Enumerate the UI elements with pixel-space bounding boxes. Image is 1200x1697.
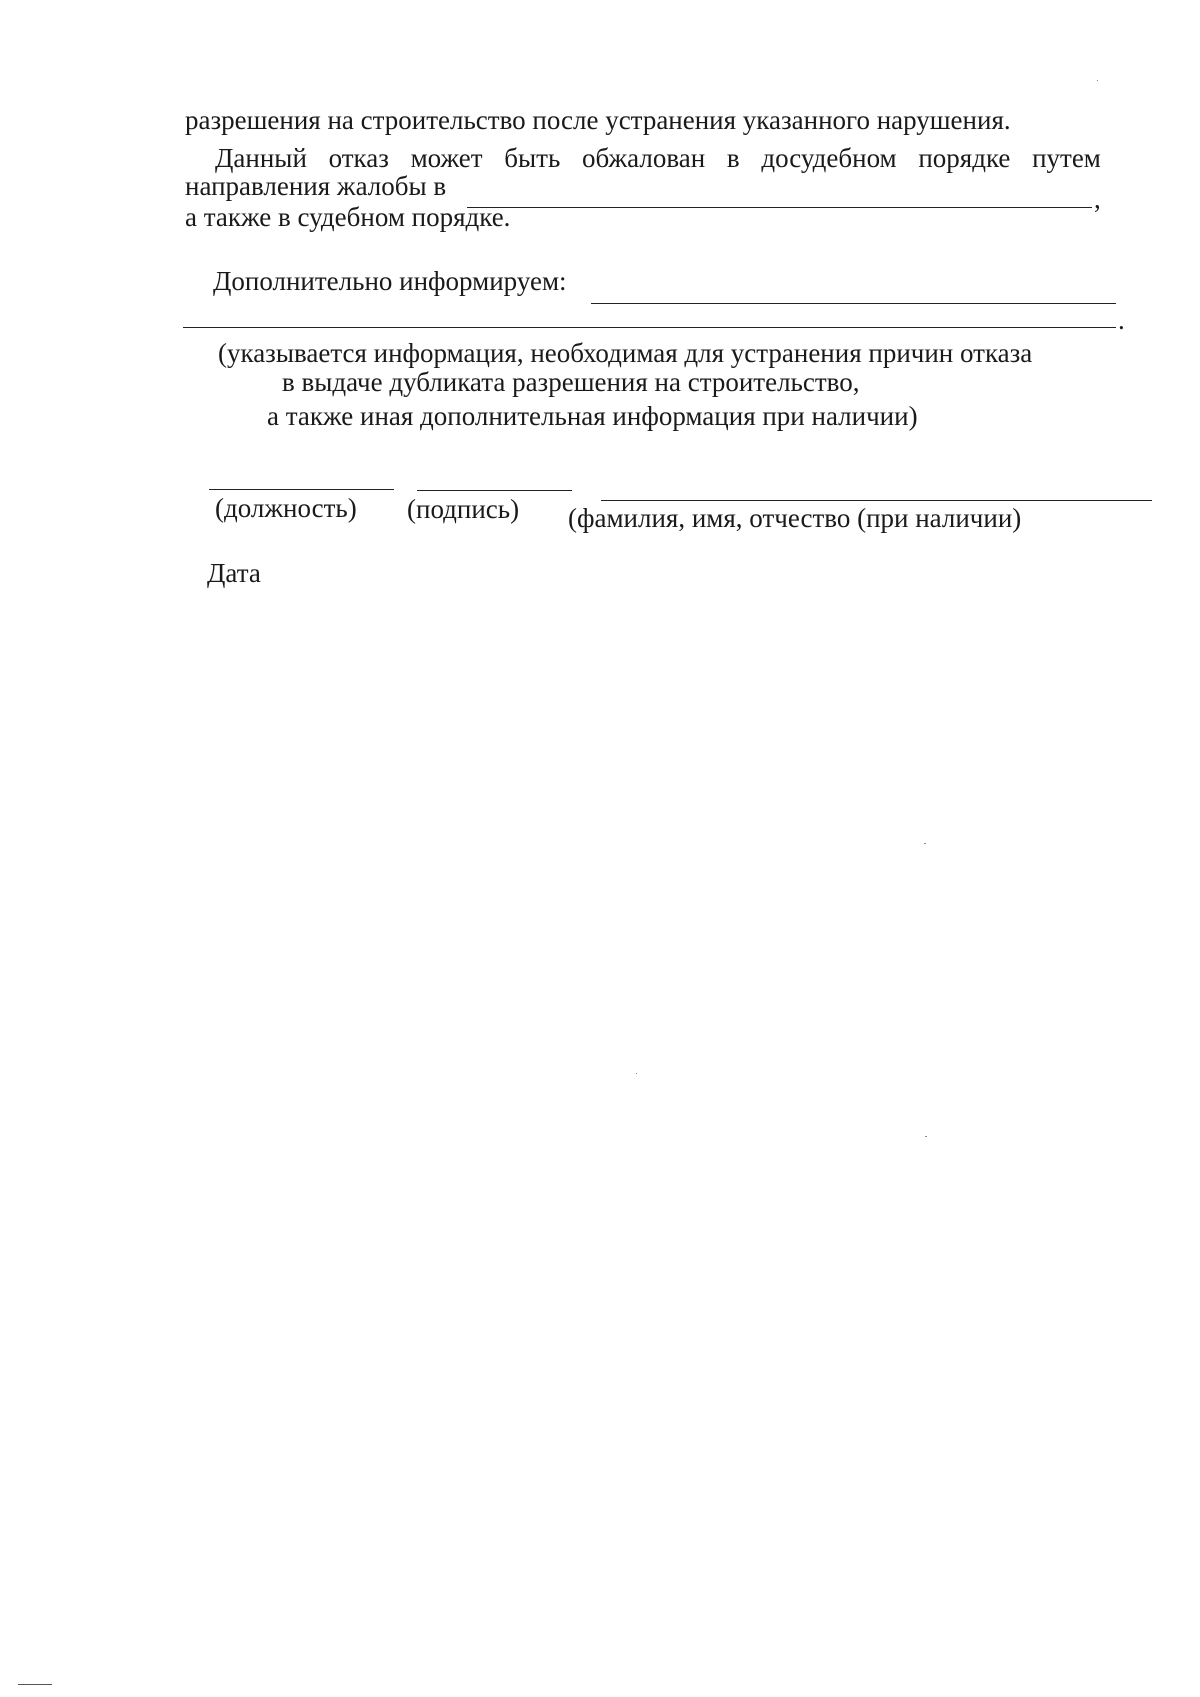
note-line-1: (указывается информация, необходимая для устранения причин отказа [218, 338, 1033, 368]
scan-speck [1097, 80, 1098, 81]
additional-info-label: Дополнительно информируем: [213, 266, 567, 296]
scan-speck [924, 843, 926, 844]
scan-speck [636, 1073, 637, 1074]
paragraph-line-4: а также в судебном порядке. [185, 202, 511, 232]
complaint-recipient-line [467, 207, 1092, 208]
full-name-caption: (фамилия, имя, отчество (при наличии) [568, 503, 1022, 533]
scan-edge-mark [18, 1684, 52, 1685]
note-line-3: а также иная дополнительная информация при наличии) [267, 401, 918, 431]
full-name-line [601, 500, 1152, 501]
paragraph-line-2 [215, 145, 1101, 172]
position-line [209, 489, 394, 490]
paragraph-line-2-word: может [410, 143, 483, 173]
paragraph-line-3-prefix: направления жалобы в [185, 171, 447, 201]
paragraph-line-2-word: путем [1032, 143, 1101, 173]
additional-info-end-mark: . [1118, 305, 1125, 335]
note-line-2: в выдаче дубликата разрешения на строительство, [282, 367, 860, 397]
paragraph-line-2-word: быть [504, 143, 561, 173]
paragraph-line-3-comma: , [1094, 184, 1101, 214]
paragraph-line-2-word: обжалован [581, 143, 706, 173]
paragraph-line-1: разрешения на строительство после устранения указанного нарушения. [185, 105, 1011, 135]
position-caption: (должность) [215, 493, 357, 523]
signature-line [417, 490, 572, 491]
paragraph-line-2-word: Данный [215, 143, 307, 173]
paragraph-line-2-word: отказ [328, 143, 389, 173]
paragraph-line-2-word: порядке [918, 143, 1011, 173]
additional-info-line-2 [183, 327, 1116, 328]
signature-caption: (подпись) [407, 494, 520, 524]
paragraph-line-2-word: досудебном [761, 143, 897, 173]
additional-info-line-1 [591, 303, 1116, 304]
paragraph-line-2-word: в [726, 143, 740, 173]
scan-speck [925, 1136, 927, 1137]
date-label: Дата [207, 558, 261, 588]
